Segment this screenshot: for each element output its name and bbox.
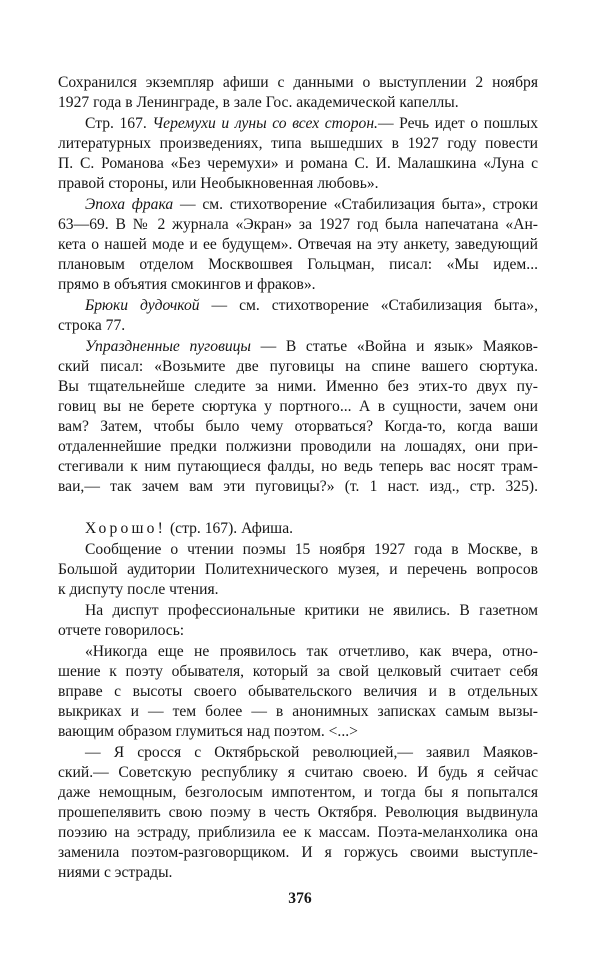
text-line: отчете говорилось:	[58, 622, 185, 639]
text-line: вам? Затем, чтобы было чему оторваться? Когда-то, когда ваши	[58, 418, 538, 435]
text-line: ский.— Советскую республику я считаю своею. И будь я сейчас	[58, 764, 538, 781]
text-line: отдаленнейшие предки полжизни проводили на лошадях, они при-	[58, 438, 538, 455]
text-line: 63—69. В № 2 журнала «Экран» за 1927 год была напечатана «Ан-	[58, 216, 538, 233]
text-line: плановым отделом Москвошвея Гольцман, писал: «Мы идем...	[58, 256, 538, 273]
text-line: шение к поэту обывателя, который за свой целковый считает себя	[58, 663, 538, 680]
text-line: Вы тщательнейше следите за ними. Именно без этих-то двух пу-	[58, 378, 538, 395]
text-line: вающим образом глумиться над поэтом. <...>	[58, 723, 358, 740]
text-line: На диспут профессиональные критики не явились. В газетном	[85, 602, 538, 619]
text-line: поэзию на эстраду, приблизила ее к массам. Поэта-меланхолика она	[58, 824, 538, 841]
text-line: «Никогда еще не проявилось так отчетливо, как вчера, отно-	[85, 643, 538, 660]
text-line: Сохранился экземпляр афиши с данными о выступлении 2 ноября	[58, 74, 538, 91]
text-line: прошепелявить свою поэму в честь Октября. Революция выдвинула	[58, 804, 538, 821]
text-line: П. С. Романова «Без черемухи» и романа С. И. Малашкина «Луна с	[58, 155, 538, 172]
text-line: правой стороны, или Необыкновенная любовь».	[58, 175, 379, 192]
text-line: Брюки дудочкой — см. стихотворение «Стабилизация быта»,	[85, 297, 538, 314]
text-line: прямо в объятия смокингов и фраков».	[58, 276, 316, 293]
text-line: строка 77.	[58, 317, 126, 334]
text-line: стегивали к ним путающиеся фалды, но ведь теперь вас носят трам-	[58, 458, 538, 475]
text-line: заменила поэтом-разговорщиком. И я горжусь своими выступле-	[58, 844, 538, 861]
text-line: литературных произведениях, типа вышедших в 1927 году повести	[58, 135, 538, 152]
text-line: Стр. 167. Черемухи и луны со всех сторон.— Речь идет о пошлых	[85, 115, 538, 132]
text-line: Сообщение о чтении поэмы 15 ноября 1927 года в Москве, в	[85, 541, 538, 558]
text-line: Упраздненные пуговицы — В статье «Война и язык» Маяков-	[85, 338, 538, 355]
text-line: 1927 года в Ленинграде, в зале Гос. академической капеллы.	[58, 94, 459, 111]
text-line: говиц вы не берете сюртука у портного... А в сущности, зачем они	[58, 398, 538, 415]
text-line: даже немощным, безголосым импотентом, и тогда бы я попытался	[58, 784, 538, 801]
text-line: кета о нашей моде и ее будущем». Отвечая на эту анкету, заведующий	[58, 236, 538, 253]
text-line: выкриках и — тем более — в анонимных записках самым вызы-	[58, 703, 538, 720]
text-line: ваи,— так зачем вам эти пуговицы?» (т. 1 наст. изд., стр. 325).	[58, 478, 538, 495]
text-line: вправе с высоты своего обывательского величия и в отдельных	[58, 683, 538, 700]
text-line: Большой аудитории Политехнического музея, и перечень вопросов	[58, 561, 538, 578]
text-line: к диспуту после чтения.	[58, 581, 219, 598]
text-line: Эпоха фрака — см. стихотворение «Стабилизация быта», строки	[85, 196, 538, 213]
section-heading: Хорошо! (стр. 167). Афиша.	[85, 520, 294, 537]
page-number: 376	[288, 890, 312, 907]
text-line: ский писал: «Возьмите две пуговицы на спине вашего сюртука.	[58, 358, 538, 375]
text-line: — Я сросся с Октябрьской революцией,— заявил Маяков-	[85, 744, 538, 761]
text-line: ниями с эстрады.	[58, 864, 173, 881]
